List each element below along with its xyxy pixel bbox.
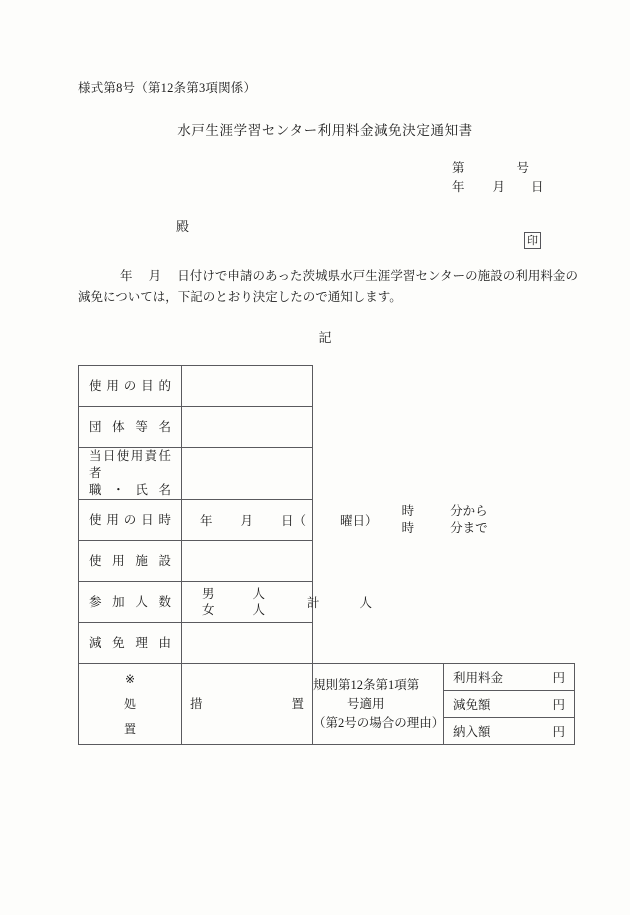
row-value-purpose[interactable] [182, 366, 313, 407]
datetime-year: 年 [200, 514, 213, 528]
table-row-group-name [79, 407, 575, 448]
amount-reduction-label: 減免額 [453, 698, 491, 712]
row-value-attendees[interactable] [182, 582, 373, 623]
datetime-weekday-close: 曜日） [340, 514, 378, 528]
attendee-fields [182, 583, 373, 621]
disposition-rule-line2: （第2号の場合の理由） [313, 715, 445, 730]
amount-reduction-unit: 円 [552, 698, 565, 712]
amount-breakdown-table [444, 664, 574, 744]
row-value-responsible-person[interactable] [182, 448, 313, 500]
amount-payment-label: 納入額 [453, 725, 491, 739]
attendee-male-line [202, 586, 265, 602]
row-label-purpose [79, 366, 182, 407]
disposition-rule-cell[interactable] [313, 664, 444, 745]
form-number: 様式第8号（第12条第3項関係） [78, 81, 257, 95]
disposition-measure-label [182, 664, 313, 745]
datetime-date-part [200, 511, 378, 529]
amount-payment-unit: 円 [552, 725, 565, 739]
table-row-reduction-reason [79, 623, 575, 664]
disposition-mark-char2: 処 [123, 696, 136, 711]
time-to-hour: 時 [401, 521, 415, 535]
label-text-line1: 当日使用責任者 [89, 449, 171, 480]
number-label: 第 [452, 161, 465, 175]
table-row-attendees [79, 582, 575, 623]
amount-row-reduction[interactable] [444, 691, 574, 718]
body-month-label: 月 [148, 269, 162, 283]
table-row-datetime [79, 500, 575, 541]
datetime-fields [182, 501, 488, 539]
amount-payment-content [453, 722, 565, 740]
row-label-responsible-person [79, 448, 182, 500]
ki-marker: 記 [318, 330, 332, 345]
row-value-facility[interactable] [182, 541, 313, 582]
number-unit: 号 [516, 161, 530, 175]
document-date-line [452, 178, 544, 197]
attendee-gender-column [202, 586, 265, 618]
label-text: 措置 [190, 696, 304, 711]
row-value-reduction-reason[interactable] [182, 623, 313, 664]
attendee-total-unit: 人 [359, 596, 373, 610]
label-text: 団体等名 [89, 419, 171, 434]
application-detail-table [78, 365, 575, 745]
amount-cell-payment [444, 718, 574, 745]
attendee-male-unit: 人 [252, 587, 266, 601]
month-label: 月 [492, 180, 506, 194]
attendee-female-unit: 人 [252, 603, 266, 617]
seal-stamp-box: 印 [524, 232, 541, 249]
body-text-rest: 日付けで申請のあった茨城県水戸生涯学習センターの施設の利用料金の減免については，下記のとおり決定したので通知します。 [78, 269, 578, 304]
number-blank [465, 159, 517, 178]
label-text: 参加人数 [89, 594, 171, 609]
month-blank [505, 178, 531, 197]
disposition-mark-char1: ※ [124, 671, 136, 686]
attendee-male-label: 男 [202, 587, 215, 601]
datetime-time-from [402, 503, 488, 520]
rule-apply-text: 号適用 [347, 696, 385, 711]
datetime-month: 月 [240, 514, 254, 528]
addressee-honorific: 殿 [176, 219, 190, 234]
row-label-attendees [79, 582, 182, 623]
attendee-female-line [202, 602, 265, 618]
amount-cell-usage-fee [444, 664, 574, 691]
amount-cell-reduction [444, 691, 574, 718]
amount-usage-fee-label: 利用料金 [453, 671, 504, 685]
time-to-minute: 分まで [450, 521, 488, 535]
body-paragraph [78, 266, 578, 308]
label-text: 減免理由 [89, 635, 171, 650]
row-label-datetime [79, 500, 182, 541]
amount-usage-fee-unit: 円 [552, 671, 565, 685]
row-label-group-name [79, 407, 182, 448]
attendee-total-line [307, 593, 372, 611]
label-text: 使用の目的 [89, 378, 171, 393]
amount-reduction-content [453, 695, 565, 713]
label-text-line2: 職・氏名 [89, 483, 171, 497]
time-from-hour: 時 [401, 504, 415, 518]
table-row-facility [79, 541, 575, 582]
row-label-reduction-reason [79, 623, 182, 664]
document-meta-block [452, 159, 544, 197]
amount-row-usage-fee[interactable] [444, 664, 574, 691]
time-from-minute: 分から [450, 504, 488, 518]
amount-row-payment[interactable] [444, 718, 574, 745]
row-value-group-name[interactable] [182, 407, 313, 448]
rule-article-text: 規則第12条第1項第 [313, 677, 420, 692]
disposition-amount-cell [444, 664, 575, 745]
disposition-mark-cell [79, 664, 182, 745]
row-label-facility [79, 541, 182, 582]
table-row-responsible-person [79, 448, 575, 500]
body-year-label: 年 [120, 269, 133, 283]
document-number-line [452, 159, 544, 178]
datetime-time-to [402, 520, 488, 537]
year-blank [465, 178, 493, 197]
disposition-rule-line1 [313, 676, 443, 714]
datetime-time-part [402, 503, 488, 537]
table-row-purpose [79, 366, 575, 407]
document-title: 水戸生涯学習センター利用料金減免決定通知書 [177, 123, 473, 138]
label-text: 使用の日時 [89, 512, 171, 527]
datetime-day-open: 日（ [281, 514, 307, 528]
day-label: 日 [531, 180, 544, 194]
table-row-disposition [79, 664, 575, 745]
disposition-mark-char3: 置 [123, 721, 136, 736]
year-label: 年 [452, 180, 465, 194]
attendee-female-label: 女 [202, 603, 215, 617]
attendee-total-label: 計 [307, 596, 320, 610]
amount-usage-fee-content [453, 668, 565, 686]
label-text: 使用施設 [89, 553, 171, 568]
row-value-datetime[interactable] [182, 500, 488, 541]
